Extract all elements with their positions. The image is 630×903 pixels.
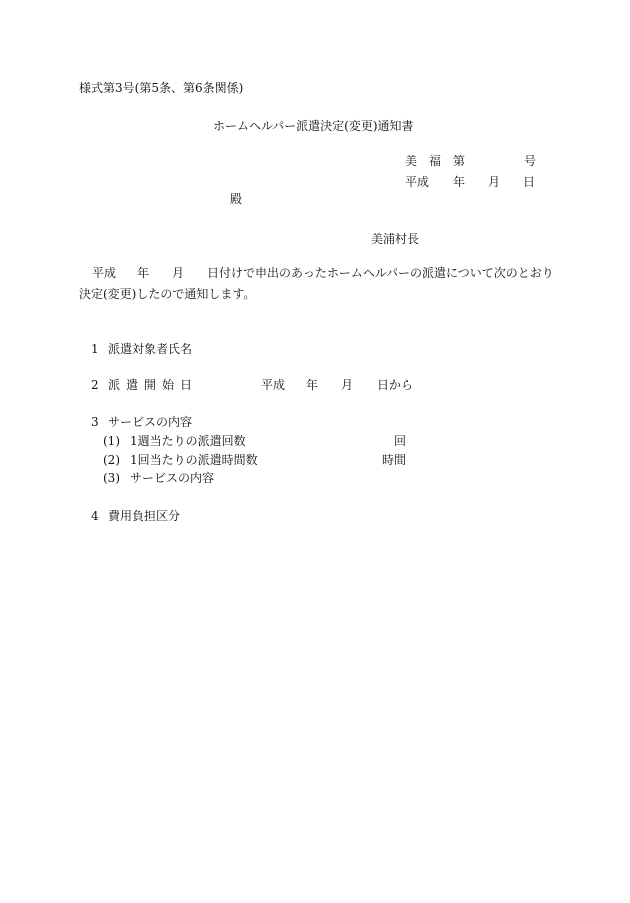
item2-label: 派遣開始日 bbox=[108, 378, 199, 392]
doc-date-month: 月 bbox=[488, 175, 501, 189]
body-month: 月 bbox=[172, 266, 185, 280]
body-line2: 決定(変更)したので通知します。 bbox=[79, 287, 256, 301]
item3-sub3-label: サービスの内容 bbox=[130, 471, 215, 485]
form-label: 様式第3号(第5条、第6条関係) bbox=[79, 81, 244, 95]
item3-sub2-label: 1回当たりの派遣時間数 bbox=[130, 453, 258, 467]
doc-date-year: 年 bbox=[453, 175, 466, 189]
doc-number-suffix: 号 bbox=[524, 154, 537, 168]
item2-era: 平成 bbox=[261, 378, 286, 392]
item3-number: 3 bbox=[91, 415, 99, 429]
item3-sub1-number: (1) bbox=[103, 434, 120, 448]
doc-number-prefix: 美 福 第 bbox=[405, 154, 466, 168]
body-era: 平成 bbox=[92, 266, 117, 280]
doc-date-day: 日 bbox=[523, 175, 536, 189]
item4-label: 費用負担区分 bbox=[108, 509, 181, 523]
doc-date-era: 平成 bbox=[405, 175, 430, 189]
document-title: ホームヘルパー派遣決定(変更)通知書 bbox=[213, 119, 414, 133]
item3-sub3-number: (3) bbox=[103, 471, 120, 485]
body-line1-rest: 日付けで申出のあったホームヘルパーの派遣について次のとおり bbox=[207, 266, 554, 280]
item3-label: サービスの内容 bbox=[108, 415, 193, 429]
item1-label: 派遣対象者氏名 bbox=[108, 342, 193, 356]
item4-number: 4 bbox=[91, 509, 99, 523]
item2-day-from: 日から bbox=[377, 378, 414, 392]
item2-year: 年 bbox=[306, 378, 319, 392]
item1-number: 1 bbox=[91, 342, 99, 356]
issuer: 美浦村長 bbox=[371, 232, 420, 246]
body-year: 年 bbox=[137, 266, 150, 280]
item2-number: 2 bbox=[91, 378, 99, 392]
item2-month: 月 bbox=[341, 378, 354, 392]
item3-sub2-unit: 時間 bbox=[382, 453, 407, 467]
item3-sub1-unit: 回 bbox=[394, 434, 407, 448]
item3-sub1-label: 1週当たりの派遣回数 bbox=[130, 434, 246, 448]
addressee-suffix: 殿 bbox=[230, 192, 243, 206]
item3-sub2-number: (2) bbox=[103, 453, 120, 467]
